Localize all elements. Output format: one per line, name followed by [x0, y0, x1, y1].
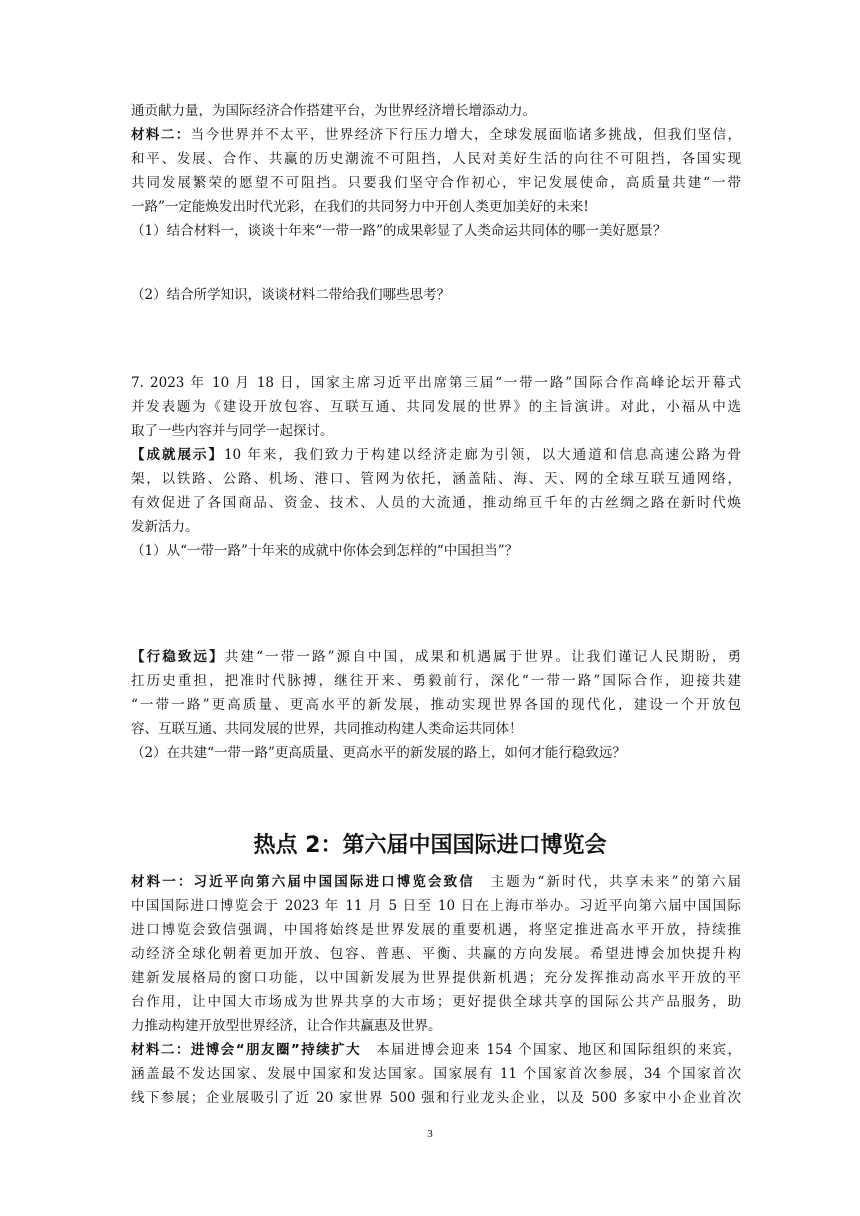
text-line: 容、互联互通、共同发展的世界，共同推动构建人类命运共同体！ [131, 721, 523, 737]
text-line: 共建“一带一路”源自中国，成果和机遇属于世界。让我们谨记人民期盼，勇 [224, 649, 742, 665]
material-label: 材料二： [131, 127, 191, 143]
text-line: 共同发展繁荣的愿望不可阻挡。只要我们坚守合作初心，牢记发展使命，高质量共建“一带 [131, 175, 741, 191]
question-2-block [131, 283, 741, 307]
steady-label: 【行稳致远】 [131, 649, 225, 665]
question-7-1: （1）从“一带一路”十年来的成就中你体会到怎样的“中国担当”？ [131, 543, 519, 559]
question-7-2: （2）在共建“一带一路”更高质量、更高水平的新发展的路上，如何才能行稳致远？ [131, 745, 626, 761]
text-line: 有效促进了各国商品、资金、技术、人员的大流通，推动绵亘千年的古丝绸之路在新时代焕 [131, 495, 741, 511]
text-line: 并发表题为《建设开放包容、互联互通、共同发展的世界》的主旨演讲。对此，小福从中选 [131, 399, 741, 415]
text-line: 和平、发展、合作、共赢的历史潮流不可阻挡，人民对美好生活的向往不可阻挡，各国实现 [131, 151, 741, 167]
material-two-line [131, 123, 741, 147]
achievement-line [131, 443, 741, 467]
text-line: 10 年来，我们致力于构建以经济走廊为引领，以大通道和信息高速公路为骨 [223, 447, 742, 463]
text-line: 本届进博会迎来 154 个国家、地区和国际组织的来宾， [361, 1042, 741, 1058]
text-line: 一路”一定能焕发出时代光彩，在我们的共同努力中开创人类更加美好的未来! [131, 199, 589, 215]
section-title: 热点 2：第六届中国国际进口博览会 [253, 833, 607, 858]
material-two-label: 材料二：进博会“朋友圈”持续扩大 [131, 1042, 362, 1058]
text-line: 中国国际进口博览会于 2023 年 11 月 5 日至 10 日在上海市举办。习近平向第六届中国国际 [131, 898, 741, 914]
text-line: 发新活力。 [131, 519, 199, 535]
text-line: “一带一路”更高质量、更高水平的新发展，推动实现世界各国的现代化，建设一个开放包 [131, 697, 741, 713]
material-block-1 [131, 99, 741, 243]
text-line: 7. 2023 年 10 月 18 日，国家主席习近平出席第三届“一带一路”国际合作高峰论坛开幕式 [131, 375, 741, 391]
question-1: （1）结合材料一，谈谈十年来“一带一路”的成果彰显了人类命运共同体的哪一美好愿景？ [131, 223, 667, 239]
text-line: 取了一些内容并与同学一起探讨。 [131, 423, 334, 439]
material-one-line [131, 870, 741, 894]
text-line: 力推动构建开放型世界经济，让合作共赢惠及世界。 [131, 1018, 442, 1034]
text-line: 建新发展格局的窗口功能，以中国新发展为世界提供新机遇；充分发挥推动高水平开放的平 [131, 970, 741, 986]
question-7-block [131, 371, 741, 563]
steady-block [131, 645, 741, 765]
expo-material-block [131, 870, 741, 1110]
question-2: （2）结合所学知识，谈谈材料二带给我们哪些思考？ [131, 287, 451, 303]
text-line: 扛历史重担，把准时代脉搏，继往开来、勇毅前行，深化“一带一路”国际合作，迎接共建 [131, 673, 741, 689]
steady-line [131, 645, 741, 669]
text-line: 进口博览会致信强调，中国将始终是世界发展的重要机遇，将坚定推进高水平开放，持续推 [131, 922, 741, 938]
text-line: 当今世界并不太平，世界经济下行压力增大，全球发展面临诸多挑战，但我们坚信， [190, 127, 742, 143]
text-line: 动经济全球化朝着更加开放、包容、普惠、平衡、共赢的方向发展。希望进博会加快提升构 [131, 946, 741, 962]
page-number: 3 [427, 1128, 433, 1140]
text-line: 台作用，让中国大市场成为世界共享的大市场；更好提供全球共享的国际公共产品服务，助 [131, 994, 741, 1010]
text-line: 架，以铁路、公路、机场、港口、管网为依托，涵盖陆、海、天、网的全球互联互通网络， [131, 471, 741, 487]
achievement-label: 【成就展示】 [131, 447, 224, 463]
material-one-label: 材料一：习近平向第六届中国国际进口博览会致信 [131, 874, 475, 890]
text-line: 通贡献力量，为国际经济合作搭建平台，为世界经济增长增添动力。 [131, 103, 536, 119]
text-line: 涵盖最不发达国家、发展中国家和发达国家。国家展有 11 个国家首次参展，34 个国家首次 [131, 1066, 741, 1082]
material-two-line [131, 1038, 741, 1062]
text-line: 线下参展；企业展吸引了近 20 家世界 500 强和行业龙头企业，以及 500 多家中小企业首次 [131, 1090, 741, 1106]
text-line: 主题为“新时代，共享未来”的第六届 [474, 874, 742, 890]
